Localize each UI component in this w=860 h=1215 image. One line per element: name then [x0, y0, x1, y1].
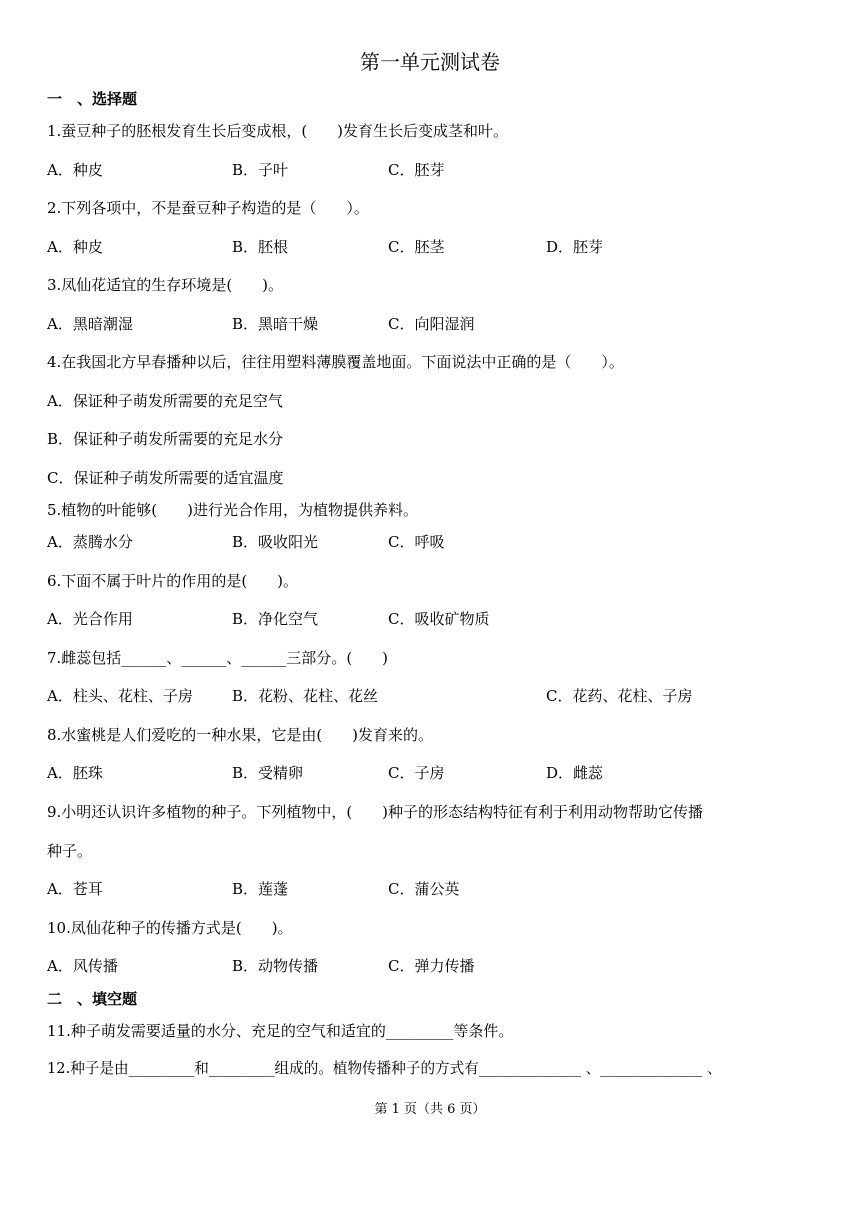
- q10-option-c: C．弹力传播: [388, 957, 475, 975]
- q1-option-c: C．胚芽: [388, 161, 445, 179]
- q9-option-c: C．蒲公英: [388, 880, 460, 898]
- q4-option-c: C．保证种子萌发所需要的适宜温度: [47, 469, 284, 487]
- page-title: 第一单元测试卷: [360, 50, 500, 74]
- section-heading-choice: 一 、选择题: [47, 90, 138, 108]
- question-2: 2.下列各项中，不是蚕豆种子构造的是（ ）。: [47, 199, 369, 217]
- q3-option-a: A．黑暗潮湿: [47, 315, 133, 333]
- question-10: 10.凤仙花种子的传播方式是( )。: [47, 919, 293, 937]
- q7-option-a: A．柱头、花柱、子房: [47, 687, 193, 705]
- q9-option-b: B．莲蓬: [232, 880, 289, 898]
- q2-option-d: D．胚芽: [546, 238, 604, 256]
- question-3: 3.凤仙花适宜的生存环境是( )。: [47, 276, 284, 294]
- question-12: 12.种子是由_________和_________组成的。植物传播种子的方式有______________ 、______________ 、: [47, 1060, 722, 1077]
- q2-option-b: B．胚根: [232, 238, 289, 256]
- q10-option-a: A．风传播: [47, 957, 118, 975]
- q1-option-b: B．子叶: [232, 161, 289, 179]
- q1-option-a: A．种皮: [47, 161, 103, 179]
- question-7: 7.雌蕊包括______、______、______三部分。( ): [47, 649, 389, 667]
- q8-option-c: C．子房: [388, 764, 445, 782]
- q5-option-b: B．吸收阳光: [232, 533, 319, 551]
- q7-option-b: B．花粉、花柱、花丝: [232, 687, 379, 705]
- q6-option-c: C．吸收矿物质: [388, 610, 490, 628]
- question-4: 4.在我国北方早春播种以后，往往用塑料薄膜覆盖地面。下面说法中正确的是（ ）。: [47, 353, 624, 371]
- q2-option-c: C．胚茎: [388, 238, 445, 256]
- question-9-line-2: 种子。: [47, 842, 93, 860]
- q5-option-c: C．呼吸: [388, 533, 445, 551]
- question-6: 6.下面不属于叶片的作用的是( )。: [47, 572, 299, 590]
- q5-option-a: A．蒸腾水分: [47, 533, 133, 551]
- question-11: 11.种子萌发需要适量的水分、充足的空气和适宜的_________等条件。: [47, 1022, 514, 1040]
- q4-option-a: A．保证种子萌发所需要的充足空气: [47, 392, 283, 410]
- question-8: 8.水蜜桃是人们爱吃的一种水果，它是由( )发育来的。: [47, 726, 434, 744]
- question-9-line-1: 9.小明还认识许多植物的种子。下列植物中，( )种子的形态结构特征有利于利用动物帮助它传播: [47, 803, 704, 821]
- section-heading-fill: 二 、填空题: [47, 990, 138, 1008]
- q10-option-b: B．动物传播: [232, 957, 319, 975]
- q9-option-a: A．苍耳: [47, 880, 103, 898]
- q3-option-c: C．向阳湿润: [388, 315, 475, 333]
- q3-option-b: B．黑暗干燥: [232, 315, 319, 333]
- page-footer: 第 1 页（共 6 页）: [374, 1102, 486, 1117]
- q8-option-d: D．雌蕊: [546, 764, 604, 782]
- q8-option-b: B．受精卵: [232, 764, 304, 782]
- q4-option-b: B．保证种子萌发所需要的充足水分: [47, 430, 284, 448]
- question-1: 1.蚕豆种子的胚根发育生长后变成根，( )发育生长后变成茎和叶。: [47, 122, 509, 140]
- question-5: 5.植物的叶能够( )进行光合作用，为植物提供养料。: [47, 501, 419, 519]
- q7-option-c: C．花药、花柱、子房: [546, 687, 693, 705]
- q6-option-a: A．光合作用: [47, 610, 133, 628]
- q6-option-b: B．净化空气: [232, 610, 319, 628]
- q2-option-a: A．种皮: [47, 238, 103, 256]
- q8-option-a: A．胚珠: [47, 764, 103, 782]
